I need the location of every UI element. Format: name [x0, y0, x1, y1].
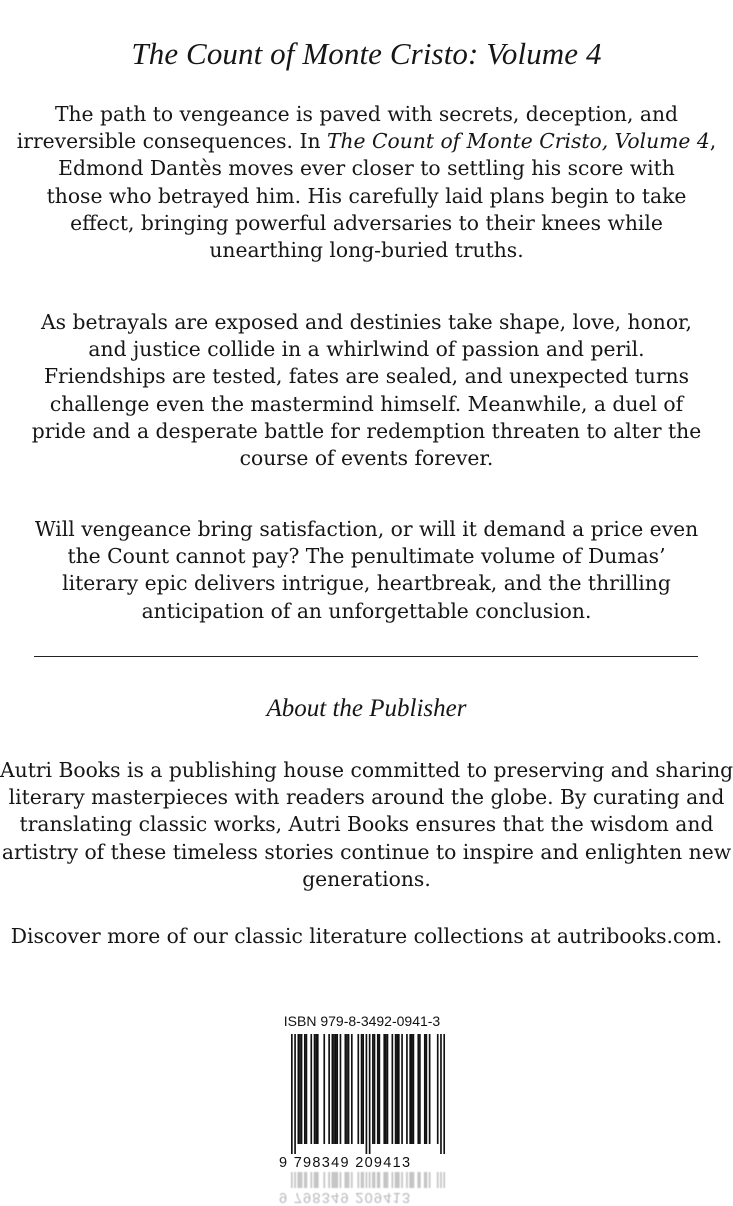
- text-line: Edmond Dantès moves ever closer to settling his score with: [58, 156, 675, 181]
- barcode-reflection-bar: [357, 1172, 359, 1188]
- barcode-bars: [279, 1034, 445, 1154]
- barcode-reflection-digits: 9 798349 209413: [279, 1189, 412, 1205]
- barcode-bar: [372, 1034, 374, 1144]
- barcode-reflection-bar: [406, 1172, 408, 1188]
- barcode-reflection-bar: [344, 1172, 346, 1188]
- barcode-reflection-bar: [440, 1172, 442, 1188]
- barcode-reflection-bar: [424, 1172, 426, 1188]
- text-line: generations.: [302, 866, 431, 891]
- barcode-bar: [294, 1034, 296, 1154]
- barcode-reflection-bar: [351, 1172, 353, 1188]
- publisher-paragraph: [0, 757, 733, 893]
- barcode-bar: [314, 1034, 316, 1144]
- barcode-reflection-bar: [346, 1172, 348, 1188]
- barcode-reflection-bar: [335, 1172, 337, 1188]
- barcode-reflection-bar: [366, 1172, 368, 1188]
- barcode-bar: [424, 1034, 426, 1144]
- barcode-reflection-bar: [291, 1172, 293, 1188]
- barcode-bar: [332, 1034, 334, 1144]
- barcode-bar: [304, 1034, 306, 1144]
- barcode-bar: [361, 1034, 363, 1144]
- barcode-reflection-bar: [401, 1172, 403, 1188]
- barcode-bar: [299, 1034, 301, 1144]
- barcode-bar: [429, 1034, 431, 1144]
- text-line: pride and a desperate battle for redemption threaten to alter the: [31, 418, 702, 443]
- barcode-bar: [346, 1034, 348, 1144]
- text-line: anticipation of an unforgettable conclusion.: [141, 598, 592, 623]
- barcode-reflection-bar: [383, 1172, 385, 1188]
- barcode-bar: [335, 1034, 337, 1144]
- barcode-bar: [340, 1034, 342, 1144]
- blurb-paragraph-3: [0, 516, 733, 625]
- text-line: Autri Books is a publishing house committed to preserving and sharing: [0, 758, 733, 782]
- barcode-reflection-bar: [387, 1172, 389, 1188]
- barcode-reflection-bar: [392, 1172, 394, 1188]
- barcode-bar: [291, 1034, 293, 1154]
- barcode-reflection-bar: [413, 1172, 415, 1188]
- barcode-reflection-bar: [396, 1172, 398, 1188]
- text-line: unearthing long-buried truths.: [209, 238, 524, 263]
- barcode-reflection-bar: [310, 1172, 312, 1188]
- barcode-reflection-bar: [317, 1172, 319, 1188]
- barcode-reflection-bars: [279, 1172, 445, 1188]
- blurb-paragraph-1: [0, 101, 733, 264]
- barcode-reflection-bar: [306, 1172, 308, 1188]
- text-line: those who betrayed him. His carefully laid plans begin to take: [46, 183, 687, 208]
- text-line: effect, bringing powerful adversaries to their knees while: [70, 210, 663, 235]
- barcode-reflection-bar: [304, 1172, 306, 1188]
- text-line: the Count cannot pay? The penultimate volume of Dumas’: [67, 544, 666, 569]
- text-line: and justice collide in a whirlwind of passion and peril.: [88, 337, 645, 362]
- barcode-reflection-bar: [379, 1172, 381, 1188]
- barcode-reflection-bar: [417, 1172, 419, 1188]
- barcode-bar: [310, 1034, 312, 1144]
- barcode-bar: [443, 1034, 445, 1154]
- barcode-bar: [323, 1034, 325, 1144]
- barcode-bar: [317, 1034, 319, 1144]
- barcode-bar: [333, 1034, 335, 1144]
- barcode-bar: [398, 1034, 400, 1144]
- barcode-bar: [413, 1034, 415, 1144]
- barcode-bar: [344, 1034, 346, 1144]
- barcode-reflection-bar: [332, 1172, 334, 1188]
- barcode-bar: [379, 1034, 381, 1144]
- text-line: The path to vengeance is paved with secrets, deception, and: [54, 102, 679, 126]
- text-line: literary epic delivers intrigue, heartbreak, and the thrilling: [62, 571, 671, 596]
- barcode-reflection-bar: [333, 1172, 335, 1188]
- text-line: Will vengeance bring satisfaction, or will it demand a price even: [34, 517, 699, 541]
- text-line: [0, 128, 733, 155]
- barcode-bar: [366, 1034, 368, 1154]
- text-line: translating classic works, Autri Books ensures that the wisdom and: [19, 812, 714, 837]
- book-title: The Count of Monte Cristo: Volume 4: [131, 36, 602, 71]
- barcode-bar: [396, 1034, 398, 1144]
- barcode-reflection-bar: [362, 1172, 364, 1188]
- barcode-reflection-bar: [340, 1172, 342, 1188]
- text-line: artistry of these timeless stories continue to inspire and enlighten new: [1, 839, 732, 864]
- barcode-bar: [301, 1034, 303, 1144]
- barcode-reflection-bar: [374, 1172, 376, 1188]
- barcode-bar: [315, 1034, 317, 1144]
- italic-title-ref: The Count of Monte Cristo, Volume 4: [326, 129, 710, 154]
- barcode-reflection-bar: [437, 1172, 439, 1188]
- barcode-digits: 9 798349 209413: [279, 1155, 412, 1171]
- barcode-bar: [426, 1034, 428, 1144]
- barcode-bar: [377, 1034, 379, 1144]
- barcode-reflection-bar: [369, 1172, 371, 1188]
- isbn-label: ISBN 979-8-3492-0941-3: [283, 1013, 441, 1029]
- publisher-website-line: [0, 923, 733, 950]
- barcode-bar: [385, 1034, 387, 1144]
- barcode-reflection-bar: [314, 1172, 316, 1188]
- barcode-reflection: [279, 1172, 445, 1206]
- barcode-reflection-bar: [385, 1172, 387, 1188]
- text-line: literary masterpieces with readers around the globe. By curating and: [8, 785, 725, 810]
- barcode-bar: [411, 1034, 413, 1144]
- barcode-reflection-bar: [409, 1172, 411, 1188]
- text-line: As betrayals are exposed and destinies take shape, love, honor,: [41, 310, 692, 334]
- text-segment: ,: [709, 129, 717, 154]
- barcode-reflection-bar: [395, 1172, 397, 1188]
- barcode-reflection-bar: [297, 1172, 299, 1188]
- section-divider: [34, 656, 698, 657]
- blurb-paragraph-2: [0, 309, 733, 472]
- barcode-reflection-bar: [411, 1172, 413, 1188]
- barcode-bar: [328, 1034, 330, 1144]
- barcode-bar: [387, 1034, 389, 1144]
- barcode-bar: [401, 1034, 403, 1144]
- barcode-bar: [437, 1034, 439, 1144]
- barcode-reflection-bar: [429, 1172, 431, 1188]
- barcode-reflection-bar: [301, 1172, 303, 1188]
- barcode-reflection-bar: [348, 1172, 350, 1188]
- barcode-reflection-bar: [323, 1172, 325, 1188]
- barcode-bar: [395, 1034, 397, 1144]
- barcode-bar: [351, 1034, 353, 1144]
- barcode-reflection-bar: [419, 1172, 421, 1188]
- barcode-reflection-bar: [443, 1172, 445, 1188]
- isbn-barcode: [279, 1012, 445, 1206]
- barcode-reflection-bar: [299, 1172, 301, 1188]
- text-line: course of events forever.: [239, 446, 494, 471]
- barcode-reflection-bar: [398, 1172, 400, 1188]
- barcode-bar: [357, 1034, 359, 1144]
- barcode-bar: [440, 1034, 442, 1154]
- barcode-bar: [362, 1034, 364, 1144]
- barcode-bar: [392, 1034, 394, 1144]
- text-line: Friendships are tested, fates are sealed, and unexpected turns: [43, 364, 690, 389]
- barcode-bar: [336, 1034, 338, 1144]
- barcode-reflection-bar: [372, 1172, 374, 1188]
- text-segment: irreversible consequences. In: [16, 129, 327, 154]
- barcode-bar: [348, 1034, 350, 1144]
- barcode-bar: [419, 1034, 421, 1144]
- barcode-reflection-bar: [426, 1172, 428, 1188]
- text-line: challenge even the mastermind himself. Meanwhile, a duel of: [49, 391, 684, 416]
- barcode-reflection-bar: [377, 1172, 379, 1188]
- barcode-bar: [383, 1034, 385, 1144]
- barcode-bar: [406, 1034, 408, 1144]
- barcode-bar: [417, 1034, 419, 1144]
- barcode-reflection-bar: [336, 1172, 338, 1188]
- barcode-bar: [369, 1034, 371, 1154]
- barcode-bar: [306, 1034, 308, 1144]
- barcode-reflection-bar: [361, 1172, 363, 1188]
- publisher-heading: About the Publisher: [266, 695, 467, 722]
- barcode-bar: [409, 1034, 411, 1144]
- barcode-bar: [374, 1034, 376, 1144]
- barcode-reflection-bar: [328, 1172, 330, 1188]
- barcode-bar: [297, 1034, 299, 1144]
- barcode-reflection-bar: [294, 1172, 296, 1188]
- text-line: Discover more of our classic literature collections at autribooks.com.: [10, 924, 723, 948]
- barcode-reflection-bar: [315, 1172, 317, 1188]
